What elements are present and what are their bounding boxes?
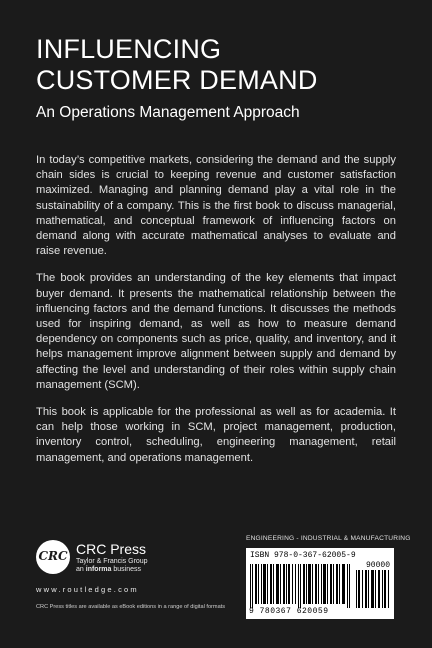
- business-suffix: business: [113, 566, 142, 573]
- publisher-website: www.routledge.com: [36, 585, 139, 594]
- title-line-2: CUSTOMER DEMAND: [36, 65, 318, 95]
- publisher-business: [76, 566, 141, 573]
- book-title: [36, 34, 318, 96]
- blurb: [36, 153, 396, 478]
- isbn-label: ISBN 978-0-367-62005-9: [250, 551, 356, 560]
- price-code: 90000: [365, 561, 390, 570]
- title-line-1: INFLUENCING: [36, 34, 222, 64]
- blurb-paragraph-3: This book is applicable for the professional as well as for academia. It can help those working in SCM, project management, production, inventory control, scheduling, engineering management, retail management, and operations management.: [36, 406, 396, 464]
- business-brand: informa: [85, 566, 112, 573]
- crc-logo-icon: [36, 540, 70, 574]
- business-prefix: an: [76, 566, 84, 573]
- ean-barcode-bars: [250, 562, 352, 608]
- crc-logo-text: CRC: [38, 549, 68, 563]
- book-subtitle: An Operations Management Approach: [36, 104, 300, 121]
- ebook-note: CRC Press titles are available as eBook editions in a range of digital formats: [36, 604, 226, 610]
- price-barcode-bars: [356, 570, 390, 608]
- publisher-name: CRC Press: [76, 541, 147, 557]
- ean-digits: 9 780367 620059: [249, 607, 329, 616]
- subject-category: ENGINEERING - INDUSTRIAL & MANUFACTURING: [246, 535, 411, 542]
- isbn-barcode: [246, 548, 394, 619]
- blurb-paragraph-2: The book provides an understanding of the key elements that impact buyer demand. It presents the mathematical relationship between the influencing factors and the demand functions. It discusses the methods used for inspiring demand, as well as how to measure demand dependency on components such as price, quality, and inventory, and it helps management improve alignment between supply and demand by affecting the level and understanding of their roles within supply chain management (SCM).: [36, 272, 396, 391]
- publisher-group: Taylor & Francis Group: [76, 558, 148, 565]
- blurb-paragraph-1: In today’s competitive markets, considering the demand and the supply chain sides is crucial to keeping revenue and customer satisfaction maximized. Managing and planning demand play a vital role in the sustainability of a company. This is the first book to discuss managerial, mathematical, and conceptual framework of influencing factors on demand along with accurate mathematical analyses to evaluate and raise revenue.: [36, 154, 396, 258]
